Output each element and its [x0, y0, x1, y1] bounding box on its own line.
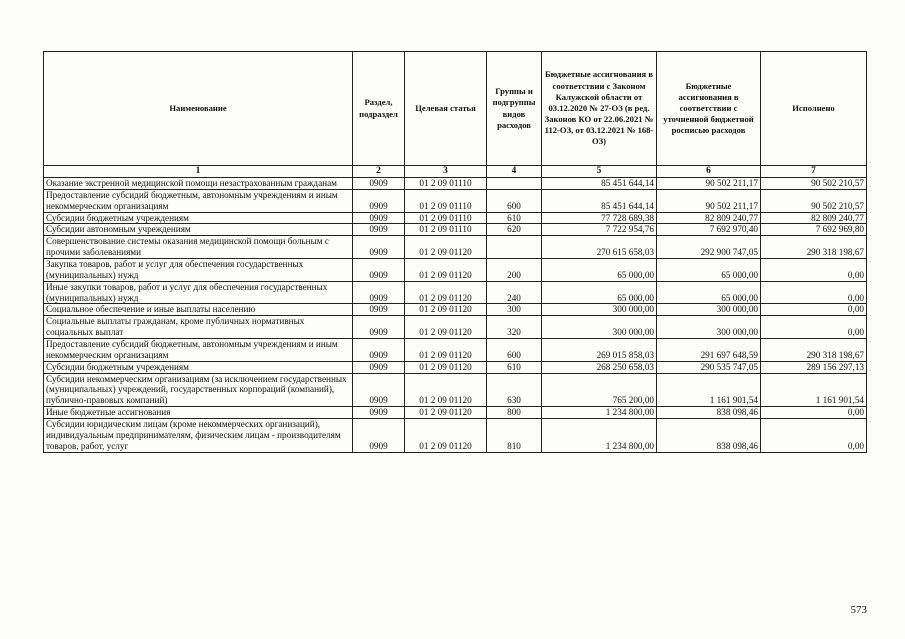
row-law-amount-cell: 65 000,00	[542, 281, 657, 304]
row-section-cell: 0909	[353, 373, 405, 407]
table-row	[44, 236, 867, 259]
row-name-cell: Предоставление субсидий бюджетным, автономным учреждениям и иным некоммерческим организациям	[44, 339, 353, 362]
row-refined-amount-cell: 291 697 648,59	[657, 339, 761, 362]
header-groups: Группы и подгруппы видов расходов	[487, 52, 542, 166]
row-name-cell: Субсидии бюджетным учреждениям	[44, 361, 353, 373]
table-row	[44, 189, 867, 212]
row-group-cell: 200	[487, 259, 542, 282]
row-name-cell: Предоставление субсидий бюджетным, автономным учреждениям и иным некоммерческим организациям	[44, 189, 353, 212]
column-number: 4	[487, 166, 542, 178]
row-refined-amount-cell: 7 692 970,40	[657, 224, 761, 236]
row-section-cell: 0909	[353, 212, 405, 224]
row-name-cell: Закупка товаров, работ и услуг для обеспечения государственных (муниципальных) нужд	[44, 259, 353, 282]
header-refined-assignments: Бюджетные ассигнования в соответствии с уточненной бюджетной росписью расходов	[657, 52, 761, 166]
row-target-cell: 01 2 09 01110	[405, 212, 487, 224]
row-law-amount-cell: 85 451 644,14	[542, 189, 657, 212]
row-law-amount-cell: 77 728 689,38	[542, 212, 657, 224]
row-law-amount-cell: 268 250 658,03	[542, 361, 657, 373]
column-number: 6	[657, 166, 761, 178]
row-refined-amount-cell: 292 900 747,05	[657, 236, 761, 259]
row-name-cell: Субсидии юридическим лицам (кроме некоммерческих организаций), индивидуальным предпринимателям, физическим лицам - производителям товаров, работ, услуг	[44, 419, 353, 453]
row-target-cell: 01 2 09 01120	[405, 236, 487, 259]
table-row	[44, 316, 867, 339]
row-group-cell: 600	[487, 339, 542, 362]
row-target-cell: 01 2 09 01120	[405, 373, 487, 407]
row-law-amount-cell: 1 234 800,00	[542, 419, 657, 453]
row-section-cell: 0909	[353, 178, 405, 190]
row-group-cell: 610	[487, 361, 542, 373]
column-numbers-row	[44, 166, 867, 178]
row-name-cell: Социальные выплаты гражданам, кроме публичных нормативных социальных выплат	[44, 316, 353, 339]
row-section-cell: 0909	[353, 259, 405, 282]
row-group-cell: 240	[487, 281, 542, 304]
row-law-amount-cell: 300 000,00	[542, 304, 657, 316]
row-law-amount-cell: 65 000,00	[542, 259, 657, 282]
row-refined-amount-cell: 90 502 211,17	[657, 189, 761, 212]
table-row	[44, 259, 867, 282]
row-section-cell: 0909	[353, 339, 405, 362]
row-law-amount-cell: 765 200,00	[542, 373, 657, 407]
row-name-cell: Совершенствование системы оказания медицинской помощи больным с прочими заболеваниями	[44, 236, 353, 259]
row-refined-amount-cell: 838 098,46	[657, 407, 761, 419]
row-group-cell: 610	[487, 212, 542, 224]
table-row	[44, 304, 867, 316]
row-name-cell: Субсидии некоммерческим организациям (за исключением государственных (муниципальных) учреждений, государственных корпораций (компаний), публично-правовых компаний)	[44, 373, 353, 407]
row-refined-amount-cell: 65 000,00	[657, 259, 761, 282]
row-law-amount-cell: 270 615 658,03	[542, 236, 657, 259]
column-number: 5	[542, 166, 657, 178]
row-refined-amount-cell: 90 502 211,17	[657, 178, 761, 190]
row-section-cell: 0909	[353, 224, 405, 236]
row-section-cell: 0909	[353, 361, 405, 373]
row-executed-amount-cell: 82 809 240,77	[761, 212, 867, 224]
row-law-amount-cell: 300 000,00	[542, 316, 657, 339]
row-group-cell: 630	[487, 373, 542, 407]
row-law-amount-cell: 85 451 644,14	[542, 178, 657, 190]
row-refined-amount-cell: 82 809 240,77	[657, 212, 761, 224]
header-executed: Исполнено	[761, 52, 867, 166]
row-target-cell: 01 2 09 01110	[405, 224, 487, 236]
table-row	[44, 407, 867, 419]
row-target-cell: 01 2 09 01110	[405, 178, 487, 190]
row-section-cell: 0909	[353, 236, 405, 259]
row-target-cell: 01 2 09 01120	[405, 407, 487, 419]
column-number: 3	[405, 166, 487, 178]
row-executed-amount-cell: 0,00	[761, 407, 867, 419]
row-executed-amount-cell: 0,00	[761, 259, 867, 282]
row-executed-amount-cell: 90 502 210,57	[761, 189, 867, 212]
row-section-cell: 0909	[353, 304, 405, 316]
row-name-cell: Иные бюджетные ассигнования	[44, 407, 353, 419]
row-refined-amount-cell: 1 161 901,54	[657, 373, 761, 407]
row-section-cell: 0909	[353, 281, 405, 304]
budget-table	[43, 51, 867, 453]
row-group-cell: 620	[487, 224, 542, 236]
row-section-cell: 0909	[353, 316, 405, 339]
row-name-cell: Субсидии автономным учреждениям	[44, 224, 353, 236]
row-group-cell	[487, 178, 542, 190]
row-law-amount-cell: 269 015 858,03	[542, 339, 657, 362]
header-name: Наименование	[44, 52, 353, 166]
row-law-amount-cell: 1 234 800,00	[542, 407, 657, 419]
table-row	[44, 361, 867, 373]
row-section-cell: 0909	[353, 419, 405, 453]
row-name-cell: Оказание экстренной медицинской помощи незастрахованным гражданам	[44, 178, 353, 190]
row-group-cell	[487, 236, 542, 259]
row-group-cell: 320	[487, 316, 542, 339]
row-executed-amount-cell: 0,00	[761, 281, 867, 304]
row-name-cell: Иные закупки товаров, работ и услуг для обеспечения государственных (муниципальных) нужд	[44, 281, 353, 304]
column-number: 2	[353, 166, 405, 178]
table-row	[44, 281, 867, 304]
row-target-cell: 01 2 09 01120	[405, 259, 487, 282]
row-target-cell: 01 2 09 01120	[405, 304, 487, 316]
row-name-cell: Социальное обеспечение и иные выплаты населению	[44, 304, 353, 316]
row-target-cell: 01 2 09 01120	[405, 361, 487, 373]
header-target: Целевая статья	[405, 52, 487, 166]
row-name-cell: Субсидии бюджетным учреждениям	[44, 212, 353, 224]
row-target-cell: 01 2 09 01120	[405, 316, 487, 339]
row-refined-amount-cell: 300 000,00	[657, 316, 761, 339]
row-refined-amount-cell: 300 000,00	[657, 304, 761, 316]
row-group-cell: 810	[487, 419, 542, 453]
row-executed-amount-cell: 290 318 198,67	[761, 339, 867, 362]
row-target-cell: 01 2 09 01120	[405, 281, 487, 304]
row-group-cell: 600	[487, 189, 542, 212]
row-executed-amount-cell: 7 692 969,80	[761, 224, 867, 236]
table-row	[44, 373, 867, 407]
table-body	[44, 178, 867, 453]
row-refined-amount-cell: 290 535 747,05	[657, 361, 761, 373]
column-number: 7	[761, 166, 867, 178]
row-section-cell: 0909	[353, 189, 405, 212]
page-number: 573	[850, 604, 867, 616]
row-section-cell: 0909	[353, 407, 405, 419]
row-executed-amount-cell: 290 318 198,67	[761, 236, 867, 259]
row-target-cell: 01 2 09 01110	[405, 189, 487, 212]
row-group-cell: 300	[487, 304, 542, 316]
row-executed-amount-cell: 90 502 210,57	[761, 178, 867, 190]
table-row	[44, 224, 867, 236]
row-executed-amount-cell: 1 161 901,54	[761, 373, 867, 407]
table-row	[44, 212, 867, 224]
row-target-cell: 01 2 09 01120	[405, 339, 487, 362]
row-law-amount-cell: 7 722 954,76	[542, 224, 657, 236]
row-executed-amount-cell: 0,00	[761, 419, 867, 453]
row-executed-amount-cell: 0,00	[761, 316, 867, 339]
row-refined-amount-cell: 838 098,46	[657, 419, 761, 453]
table-row	[44, 419, 867, 453]
row-executed-amount-cell: 289 156 297,13	[761, 361, 867, 373]
header-row	[44, 52, 867, 166]
row-group-cell: 800	[487, 407, 542, 419]
table-row	[44, 339, 867, 362]
table-row	[44, 178, 867, 190]
column-number: 1	[44, 166, 353, 178]
header-section: Раздел, подраздел	[353, 52, 405, 166]
row-target-cell: 01 2 09 01120	[405, 419, 487, 453]
row-executed-amount-cell: 0,00	[761, 304, 867, 316]
row-refined-amount-cell: 65 000,00	[657, 281, 761, 304]
header-law-assignments: Бюджетные ассигнования в соответствии с Законом Калужской области от 03.12.2020 № 27-ОЗ (в ред. Законов КО от 22.06.2021 № 112-ОЗ, от 03.12.2021 № 168-ОЗ)	[542, 52, 657, 166]
